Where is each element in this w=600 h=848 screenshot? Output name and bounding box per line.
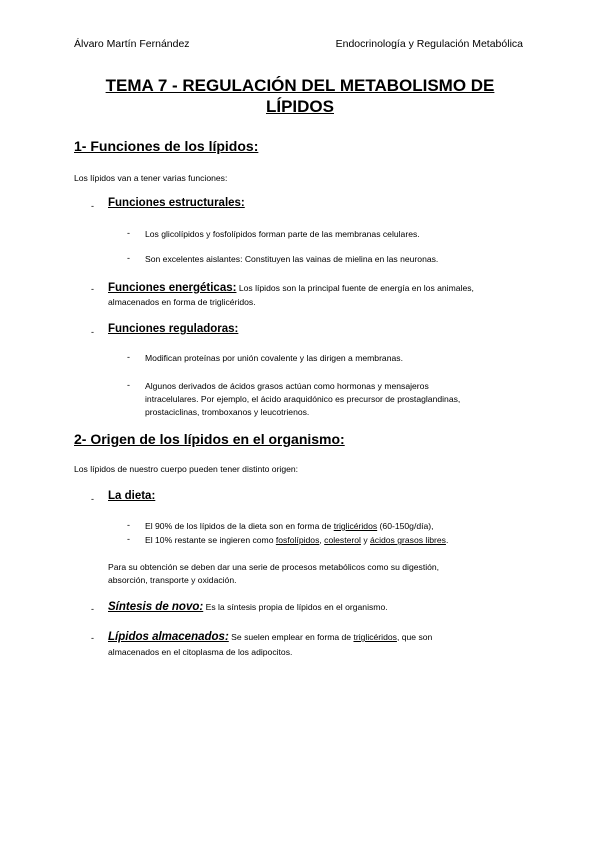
stored-text: Se suelen emplear en forma de [228, 632, 354, 642]
diet-item-1-text: El 90% de los lípidos de la dieta son en forma de [145, 521, 334, 531]
regulatory-item-2-line-1: Algunos derivados de ácidos grasos actúan como hormonas y mensajeros [145, 381, 429, 391]
section-1-intro: Los lípidos van a tener varias funciones: [74, 173, 228, 183]
regulatory-functions-heading: Funciones reguladoras: [108, 323, 239, 335]
diet-item-2-text: El 10% restante se ingieren como [145, 535, 276, 545]
cholesterol-term: colesterol [324, 535, 361, 545]
page-title [60, 75, 540, 117]
period: . [445, 535, 449, 545]
free-fatty-acids-term: ácidos grasos libres [370, 535, 446, 545]
stored-text-end: , que son [396, 632, 433, 642]
section-1-heading: 1- Funciones de los lípidos: [74, 138, 259, 154]
separator: y [360, 535, 371, 545]
energetic-text-line-2: almacenados en forma de triglicéridos. [108, 297, 256, 307]
bullet-dash: - [91, 633, 94, 643]
bullet-dash: - [127, 380, 130, 390]
denovo-paragraph [108, 601, 388, 614]
bullet-dash: - [91, 604, 94, 614]
bullet-dash: - [91, 201, 94, 211]
phospholipids-term: fosfolípidos [275, 535, 320, 545]
section-2-intro: Los lípidos de nuestro cuerpo pueden tener distinto origen: [74, 464, 299, 474]
stored-paragraph [108, 631, 432, 644]
energetic-functions-heading: Funciones energéticas: [108, 282, 237, 294]
bullet-dash: - [127, 534, 130, 544]
header-author: Álvaro Martín Fernández [74, 38, 190, 50]
structural-item-2: Son excelentes aislantes: Constituyen las vainas de mielina en las neuronas. [145, 254, 439, 264]
regulatory-item-2-line-3: prostaciclinas, tromboxanos y leucotrienos. [145, 407, 310, 417]
bullet-dash: - [127, 253, 130, 263]
diet-item-1-amount: (60-150g/día), [377, 521, 434, 531]
diet-note-line-2: absorción, transporte y oxidación. [108, 575, 237, 585]
denovo-heading: Síntesis de novo: [108, 601, 204, 613]
stored-lipids-heading: Lípidos almacenados: [108, 631, 229, 643]
structural-functions-heading: Funciones estructurales: [108, 197, 245, 209]
triglycerides-term: triglicéridos [333, 521, 378, 531]
energetic-paragraph [108, 282, 474, 295]
regulatory-item-2-line-2: intracelulares. Por ejemplo, el ácido araquidónico es precursor de prostaglandinas, [145, 394, 461, 404]
diet-item-1 [145, 520, 434, 533]
stored-text-line-2: almacenados en el citoplasma de los adipocitos. [108, 647, 293, 657]
section-2-heading: 2- Origen de los lípidos en el organismo: [74, 431, 345, 447]
header-subject: Endocrinología y Regulación Metabólica [335, 38, 523, 50]
diet-item-2 [145, 534, 448, 547]
diet-heading: La dieta: [108, 490, 156, 502]
bullet-dash: - [127, 228, 130, 238]
bullet-dash: - [127, 520, 130, 530]
title-line-1: TEMA 7 - REGULACIÓN DEL METABOLISMO DE [105, 76, 495, 95]
title-line-2: LÍPIDOS [265, 97, 334, 116]
triglycerides-term: triglicéridos [353, 632, 397, 642]
regulatory-item-1: Modifican proteínas por unión covalente y las dirigen a membranas. [145, 353, 403, 363]
bullet-dash: - [91, 327, 94, 337]
bullet-dash: - [91, 494, 94, 504]
bullet-dash: - [91, 284, 94, 294]
denovo-text: Es la síntesis propia de lípidos en el organismo. [203, 602, 388, 612]
diet-note-line-1: Para su obtención se deben dar una serie de procesos metabólicos como su digestión, [108, 562, 440, 572]
energetic-text-line-1: Los lípidos son la principal fuente de energía en los animales, [238, 283, 474, 293]
structural-item-1: Los glicolípidos y fosfolípidos forman parte de las membranas celulares. [145, 229, 420, 239]
bullet-dash: - [127, 352, 130, 362]
separator: , [319, 535, 325, 545]
